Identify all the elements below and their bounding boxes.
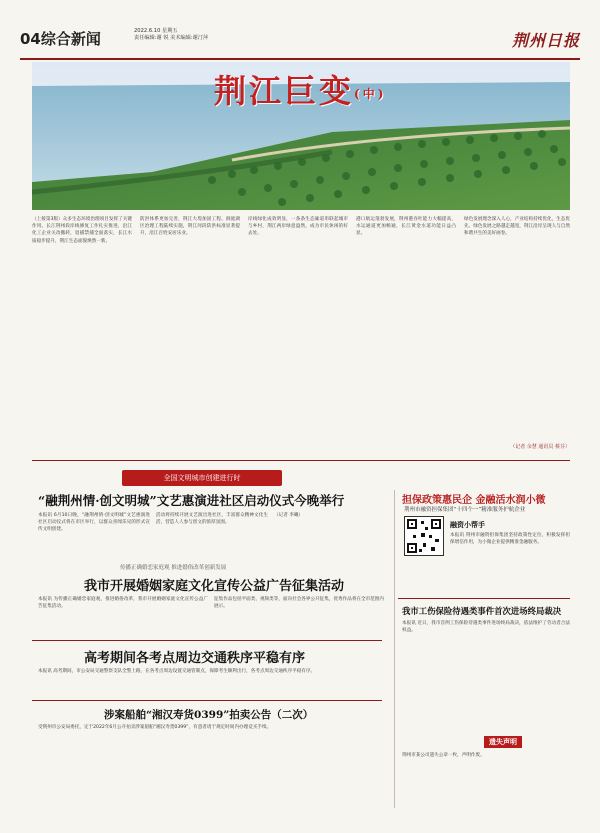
story-headline: “融荆州情·创文明城”文艺惠演进社区启动仪式今晚举行 [38, 493, 345, 508]
qr-code-image [404, 516, 444, 556]
story-body: 本报讯 高考期间，市公安局交通警察支队全警上路，在各考点周边设置交通管制点，保障考生顺利出行，各考点周边交通秩序平稳有序。 [38, 669, 316, 674]
qr-label: 融资小帮手 [450, 521, 485, 529]
hero-title-text: 荆江巨变 [214, 72, 355, 110]
notice-headline: 涉案船舶“湘汉寿货0399”拍卖公告（二次） [104, 709, 314, 721]
header-meta [134, 28, 208, 42]
story-headline: 我市开展婚姻家庭文化宣传公益广告征集活动 [84, 579, 345, 594]
lost-notice-body: 荆州市某公司遗失公章一枚，声明作废。 [402, 753, 485, 758]
section-divider [32, 640, 382, 641]
campaign-banner: 全国文明城市创建进行时 [122, 470, 282, 486]
story-body: 活动将持续开展文艺演出进社区，丰富群众精神文化生活，营造人人参与创文的浓厚氛围。 [156, 513, 268, 526]
page-label: 04综合新闻 [20, 30, 101, 48]
article-column: （上接第3版）众多生态环境治理项目发挥了关键作用。长江荆州段岸线修复工作扎实推进，沿江化工企业关改搬转，退捕禁捕全面落实，长江水质稳步提升，荆江生态面貌焕然一新。 [32, 217, 132, 244]
feature-article [32, 216, 570, 454]
story-body: 本报讯 荆州市融资担保集团坚持政策性定位，积极发挥担保增信作用，为小微企业提供精准金融服务。 [450, 533, 570, 546]
story-kicker: 传播正确婚恋家庭观 推进婚俗改革创新发展 [120, 565, 227, 571]
lost-notice-title: 遗失声明 [484, 736, 522, 748]
story-body: 本报讯 为传播正确婚恋家庭观，推进婚俗改革，我市开展婚姻家庭文化宣传公益广告征集活动。 [38, 597, 208, 610]
section-divider [32, 700, 382, 701]
story-subhead: 荆州市融资担保集团“十四个一”精准服务护航企业 [404, 507, 526, 513]
article-column: 岸线绿化成效明显，一条条生态廊道串联起城市与乡村，荆江两岸绿意盎然，成为市民休闲的好去处。 [248, 217, 348, 237]
story-body: 本报讯 6月10日晚，“融荆州情·创文明城”文艺惠演进社区启动仪式将在市区举行，以群众喜闻乐见的形式宣传文明创建。 [38, 513, 150, 533]
page-header [20, 18, 580, 60]
notice-body: 受荆州市公安局委托，定于2022年6月公开拍卖涉案船舶“湘汉寿货0399”，有意者请于规定时间内办理竞买手续。 [38, 725, 272, 730]
date-line: 2022.6.10 星期五 [134, 28, 178, 34]
article-column: 绿色发展理念深入人心，产业结构持续优化，生态优先、绿色发展之路越走越宽，荆江沿岸呈现人与自然和谐共生的美好画卷。 [464, 217, 570, 237]
story-body: 本报讯 近日，我市首例工伤保险待遇类事件进场终局裁决，依法维护了劳动者合法权益。 [402, 621, 570, 634]
story-body: 征集作品包括平面类、视频类等，面向社会各界公开征集，优秀作品将在全市范围内展示。 [214, 597, 384, 610]
article-byline: （记者 余慧 通讯员 蔡芬） [510, 444, 570, 450]
section-divider [32, 460, 570, 461]
article-column: 防洪体系更加完善，荆江大堤加固工程、洞庭湖区治理工程陆续实施，荆江河段防洪标准显著提升，沿江百姓安居乐业。 [140, 217, 240, 237]
story-headline: 我市工伤保险待遇类事件首次进场终局裁决 [402, 606, 562, 616]
section-divider [398, 598, 570, 599]
hero-image [32, 62, 570, 210]
column-divider [394, 490, 395, 808]
editor-line: 责任编辑:谢 锐 美术编辑:谢汀萍 [134, 35, 209, 41]
newspaper-logo: 荆州日报 [511, 31, 580, 50]
article-column: 港口航运蓬勃发展，荆州港吞吐能力大幅提高，水运通道更加畅通，长江黄金水道功能日益凸显。 [356, 217, 456, 237]
story-headline: 高考期间各考点周边交通秩序平稳有序 [84, 651, 306, 666]
hero-title [214, 66, 386, 112]
qr-code-icon [405, 517, 443, 555]
story-headline: 担保政策惠民企 金融活水润小微 [402, 495, 546, 506]
hero-subtitle: (中) [354, 87, 387, 101]
story-byline: （记者 李曦） [274, 513, 304, 518]
